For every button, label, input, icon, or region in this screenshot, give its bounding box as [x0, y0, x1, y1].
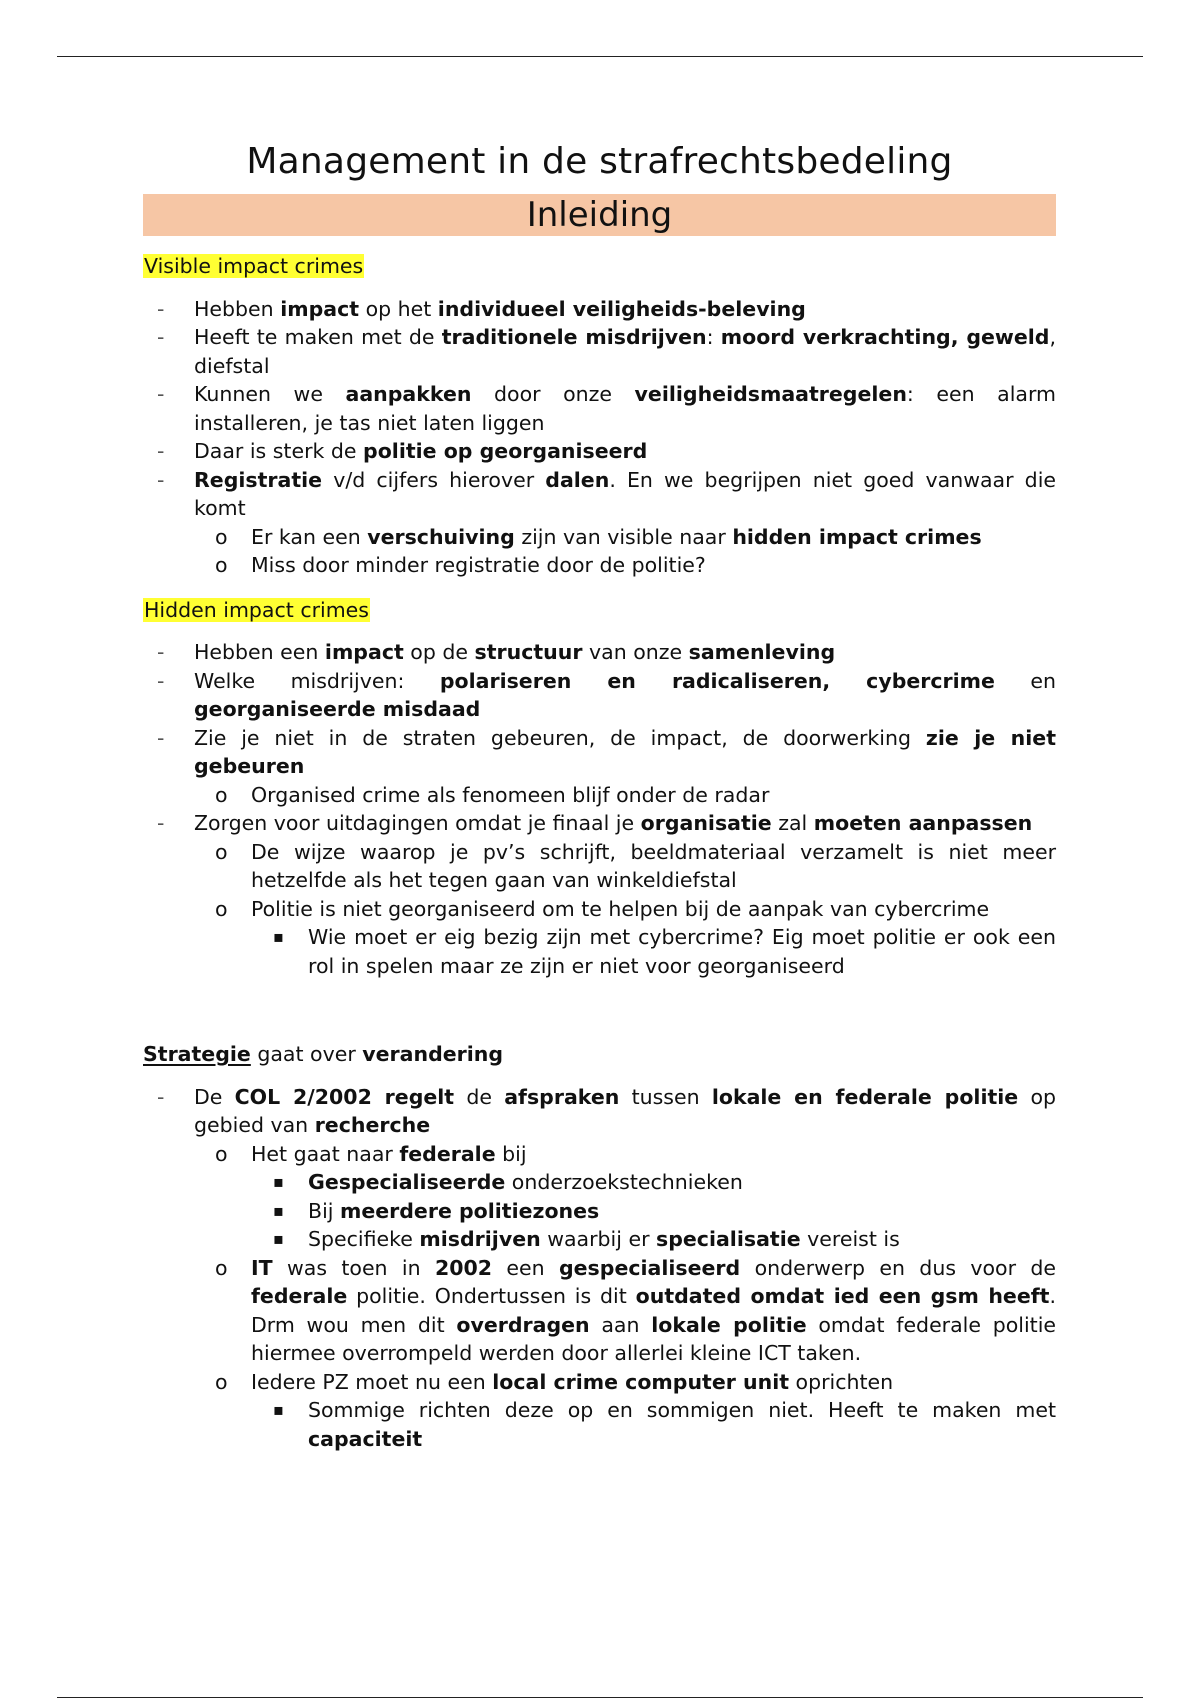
sub-list-item: o IT was toen in 2002 een gespecialiseerd onderwerp en dus voor de federale politie. Ondertussen is dit outdated omdat ied een gsm heeft. Drm wou men dit overdragen aan lokale politie omdat federale politie hiermee overrompeld werden door allerlei kleine ICT taken. [194, 1254, 1056, 1368]
visible-impact-list [143, 295, 1056, 580]
visible-impact-heading-text: Visible impact crimes [144, 254, 364, 278]
sub-list-item: o Organised crime als fenomeen blijf onder de radar [194, 781, 1056, 810]
sub-sub-list-item: ▪ Wie moet er eig bezig zijn met cybercrime? Eig moet politie er ook een rol in spelen maar ze zijn er niet voor georganiseerd [251, 923, 1056, 980]
sub-sub-list [251, 923, 1056, 980]
hidden-impact-heading-text: Hidden impact crimes [144, 597, 369, 622]
list-item: - Kunnen we aanpakken door onze veiligheidsmaatregelen: een alarm installeren, je tas niet laten liggen [143, 380, 1056, 437]
sub-sub-list-item: ▪ Specifieke misdrijven waarbij er specialisatie vereist is [251, 1225, 1056, 1254]
list-item-text: De COL 2/2002 regelt de afspraken tussen lokale en federale politie op gebied van recherche [194, 1084, 1057, 1137]
bottom-rule [57, 1697, 1143, 1698]
list-item-text: Zorgen voor uitdagingen omdat je finaal je organisatie zal moeten aanpassen [194, 811, 1033, 835]
sub-list-item [194, 1368, 1056, 1454]
sub-sub-list-item: ▪ Gespecialiseerde onderzoekstechnieken [251, 1168, 1056, 1197]
list-item: - Hebben impact op het individueel veiligheids-beleving [143, 295, 1056, 324]
sub-sub-list [251, 1168, 1056, 1254]
sub-list [194, 1140, 1056, 1454]
sub-list [194, 781, 1056, 810]
sub-list-item-text: Iedere PZ moet nu een local crime computer unit oprichten [251, 1369, 894, 1394]
list-item [143, 809, 1056, 980]
sub-list-item-text: Het gaat naar federale bij [251, 1141, 527, 1166]
strategy-list [143, 1083, 1056, 1454]
strategy-heading: Strategie gaat over verandering [143, 1042, 504, 1066]
list-item: - Daar is sterk de politie op georganiseerd [143, 437, 1056, 466]
sub-list-item: o De wijze waarop je pv’s schrijft, beeldmateriaal verzamelt is niet meer hetzelfde als het tegen gaan van winkeldiefstal [194, 838, 1056, 895]
top-rule [57, 56, 1143, 57]
list-item: - Hebben een impact op de structuur van onze samenleving [143, 638, 1056, 667]
sub-list-item: o Miss door minder registratie door de politie? [194, 551, 1056, 580]
sub-list-item: o Er kan een verschuiving zijn van visible naar hidden impact crimes [194, 523, 1056, 552]
sub-list-item [194, 895, 1056, 981]
list-item-text: Zie je niet in de straten gebeuren, de impact, de doorwerking zie je niet gebeuren [194, 725, 1057, 778]
list-item [143, 1083, 1056, 1454]
section-heading-inleiding: Inleiding [143, 194, 1056, 236]
page-title: Management in de strafrechtsbedeling [246, 141, 953, 182]
hidden-impact-heading [143, 596, 1056, 625]
list-item: - Heeft te maken met de traditionele misdrijven: moord verkrachting, geweld, diefstal [143, 323, 1056, 380]
sub-sub-list [251, 1396, 1056, 1453]
hidden-impact-list [143, 638, 1056, 980]
sub-list-item-text: Politie is niet georganiseerd om te helpen bij de aanpak van cybercrime [251, 896, 990, 921]
visible-impact-heading [143, 252, 1056, 281]
sub-list [194, 523, 1056, 580]
list-item: - Welke misdrijven: polariseren en radicaliseren, cybercrime en georganiseerde misdaad [143, 667, 1056, 724]
list-item [143, 466, 1056, 580]
page-content [143, 140, 1056, 1453]
sub-sub-list-item: ▪ Sommige richten deze op en sommigen niet. Heeft te maken met capaciteit [251, 1396, 1056, 1453]
list-item [143, 724, 1056, 810]
sub-list [194, 838, 1056, 981]
list-item-text: Registratie v/d cijfers hierover dalen. En we begrijpen niet goed vanwaar die komt [194, 467, 1057, 520]
sub-list-item [194, 1140, 1056, 1254]
sub-sub-list-item: ▪ Bij meerdere politiezones [251, 1197, 1056, 1226]
